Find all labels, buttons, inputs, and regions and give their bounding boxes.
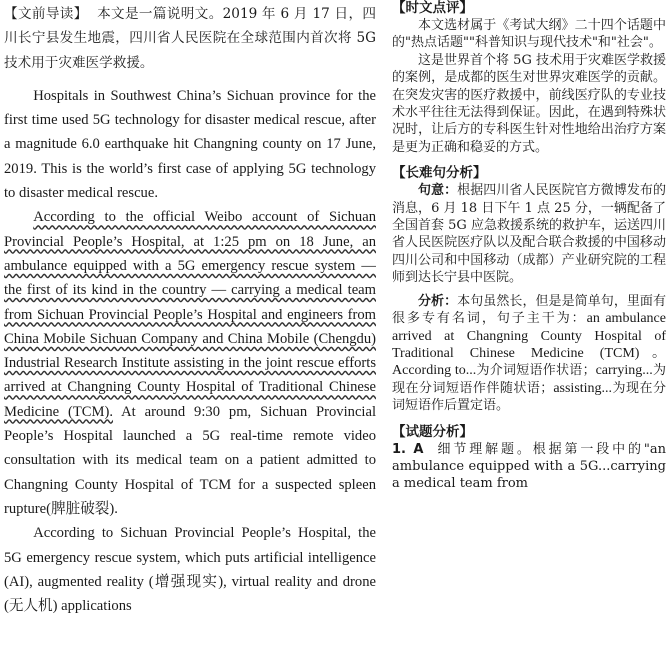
- question-1-number: 1. A: [392, 441, 424, 457]
- paragraph-2-rest: At around 9:30 pm, Sichuan Provincial People’s Hospital launched a 5G real-time remote video consultation with its medical team on a patient admitted to Changning County Hospital of TCM for a suspected spleen rupture(脾脏破裂).: [4, 403, 376, 517]
- translation-text: 根据四川省人民医院官方微博发布的消息，6 月 18 日下午 1 点 25 分，一辆配备了全国首套 5G 应急救援系统的救护车，运送四川省人民医院医疗队以及配合联合救援的中国移动四川公司和中国移动（成都）产业研究院的工程师到达长宁县中医院。: [392, 183, 666, 286]
- question-1-text: 细节理解题。根据第一段中的"an ambulance equipped with a 5G...carrying a medical team from: [392, 441, 666, 492]
- comment-paragraph-1: 本文选材属于《考试大纲》二十四个话题中的"热点话题""科普知识与现代技术"和"社会"。: [392, 18, 666, 51]
- underlined-long-sentence: According to the official Weibo account of Sichuan Provincial People’s Hospital, at 1:25 pm on 18 June, an ambulance equipped with a 5G emergency rescue system — the first of its kind in the country — carrying a medical team from Sichuan Provincial People’s Hospital and engineers from China Mobile Sichuan Company and China Mobile (Chengdu) Industrial Research Institute assisting in the joint rescue efforts arrived at Changning County Hospital of Traditional Chinese Medicine (TCM).: [4, 209, 376, 420]
- analysis-text-1: 本句虽然长，但是是简单句，里面有很多专有名词，句子主干为：: [392, 293, 666, 327]
- analysis-text-2: 为介词短语作状语；: [476, 363, 596, 379]
- article-column: [4, 2, 376, 654]
- comment-title: 【时文点评】: [392, 0, 473, 16]
- commentary-column: [392, 0, 666, 656]
- analysis-en-4: assisting...: [553, 380, 613, 396]
- analysis-en-2: According to...: [392, 363, 477, 379]
- comment-paragraph-2: 这是世界首个将 5G 技术用于灾难医学救援的案例，是成都的医生对世界灾难医学的贡献。在突发灾害的医疗救援中，前线医疗队的专业技术水平往往无法得到保证。因此，在遇到特殊状况时，让后方的专科医生针对性地给出治疗方案是更为正确和稳妥的方式。: [392, 52, 666, 155]
- translation-paragraph: [392, 182, 666, 286]
- intro-paragraph: [4, 2, 376, 75]
- article-paragraph-1: Hospitals in Southwest China’s Sichuan province for the first time used 5G technology for disaster medical rescue, after a magnitude 6.0 earthquake hit Changning county on 17 June, 2019. This is the world’s first case of applying 5G technology to disaster medical rescue.: [4, 87, 376, 202]
- analysis-en-3: carrying...: [595, 363, 653, 379]
- analysis-label: 分析：: [418, 293, 458, 309]
- intro-label: 【文前导读】: [4, 6, 88, 22]
- analysis-paragraph: [392, 293, 666, 415]
- analysis-title: 【长难句分析】: [392, 165, 487, 182]
- article-paragraph-3: According to Sichuan Provincial People’s Hospital, the 5G emergency rescue system, which puts artificial intelligence (AI), augmented reality (增强现实), virtual reality and drone (无人机) applications: [4, 525, 376, 615]
- question-1: [392, 441, 666, 493]
- article-paragraph-2: [4, 205, 376, 521]
- analysis-text-3: 为现在分词短语作伴随状语；: [392, 363, 666, 396]
- analysis-en-1: an ambulance arrived at Changning County Hospital of Traditional Chinese Medicine (TCM)。: [392, 311, 666, 361]
- exam-title: 【试题分析】: [392, 423, 473, 440]
- analysis-text-4: 为现在分词短语作后置定语。: [392, 380, 666, 414]
- translation-label: 句意：: [418, 183, 458, 199]
- intro-text: 本文是一篇说明文。2019 年 6 月 17 日，四川长宁县发生地震，四川省人民医院在全球范围内首次将 5G 技术用于灾难医学救援。: [4, 6, 376, 71]
